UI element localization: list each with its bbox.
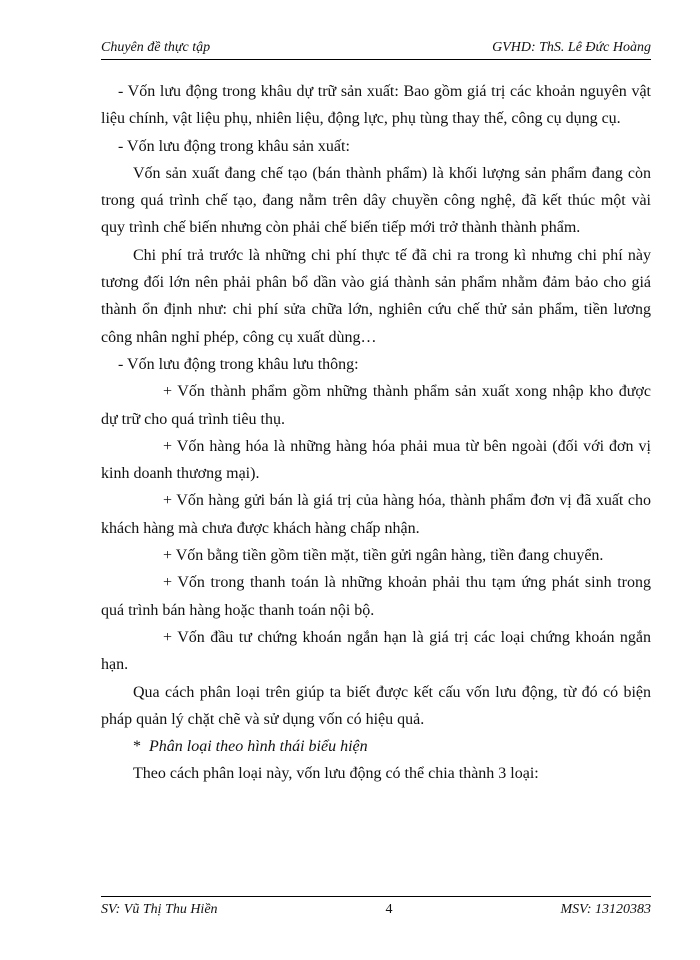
paragraph: + Vốn hàng gửi bán là giá trị của hàng hóa, thành phẩm đơn vị đã xuất cho khách hàng mà chưa được khách hàng chấp nhận. <box>101 492 651 537</box>
paragraph: + Vốn bằng tiền gồm tiền mặt, tiền gửi ngân hàng, tiền đang chuyển. <box>163 547 604 565</box>
paragraph: - Vốn lưu động trong khâu lưu thông: <box>118 355 359 373</box>
paragraph: Qua cách phân loại trên giúp ta biết được kết cấu vốn lưu động, từ đó có biện pháp quản lý chặt chẽ và sử dụng vốn có hiệu quả. <box>101 683 651 728</box>
paragraph: Vốn sản xuất đang chế tạo (bán thành phẩm) là khối lượng sản phẩm đang còn trong quá trình chế tạo, đang nằm trên dây chuyền công nghệ, đã kết thúc một vài quy trình chế biến nhưng còn phải chế biến tiếp mới trở thành thành phẩm. <box>101 164 651 237</box>
heading-text: Phân loại theo hình thái biểu hiện <box>149 738 368 756</box>
paragraph: + Vốn hàng hóa là những hàng hóa phải mua từ bên ngoài (đối với đơn vị kinh doanh thương mại). <box>101 437 651 483</box>
paragraph: + Vốn thành phẩm gồm những thành phẩm sản xuất xong nhập kho được dự trữ cho quá trình tiêu thụ. <box>101 383 651 428</box>
paragraph: - Vốn lưu động trong khâu dự trữ sản xuất: Bao gồm giá trị các khoản nguyên vật liệu chính, vật liệu phụ, nhiên liệu, động lực, phụ tùng thay thế, công cụ dụng cụ. <box>101 83 651 128</box>
paragraph: Chi phí trả trước là những chi phí thực tế đã chi ra trong kì nhưng chi phí này tương đối lớn nên phải phân bổ dần vào giá thành sản phẩm nhằm đảm bảo cho giá thành ổn định như: chi phí sửa chữa lớn, nghiên cứu chế thử sản phẩm, tiền lương công nhân nghỉ phép, công cụ xuất dùng… <box>101 246 651 346</box>
document-body <box>101 78 651 788</box>
header-title: Chuyên đề thực tập <box>101 40 211 55</box>
footer-student: SV: Vũ Thị Thu Hiền <box>101 902 218 917</box>
section-heading <box>101 733 651 760</box>
paragraph: - Vốn lưu động trong khâu sản xuất: <box>118 137 350 155</box>
footer-divider <box>101 896 651 897</box>
footer-student-id: MSV: 13120383 <box>560 902 651 917</box>
heading-bullet: * <box>133 738 141 756</box>
header-supervisor: GVHD: ThS. Lê Đức Hoàng <box>492 40 651 55</box>
closing-paragraph: Theo cách phân loại này, vốn lưu động có thể chia thành 3 loại: <box>133 765 539 783</box>
header-divider <box>101 59 651 60</box>
page-header <box>101 40 651 56</box>
paragraph: + Vốn trong thanh toán là những khoản phải thu tạm ứng phát sinh trong quá trình bán hàng hoặc thanh toán nội bộ. <box>101 574 651 619</box>
paragraph: + Vốn đầu tư chứng khoán ngắn hạn là giá trị các loại chứng khoán ngắn hạn. <box>101 628 651 674</box>
page-number: 4 <box>385 902 393 917</box>
page-footer <box>101 902 651 918</box>
